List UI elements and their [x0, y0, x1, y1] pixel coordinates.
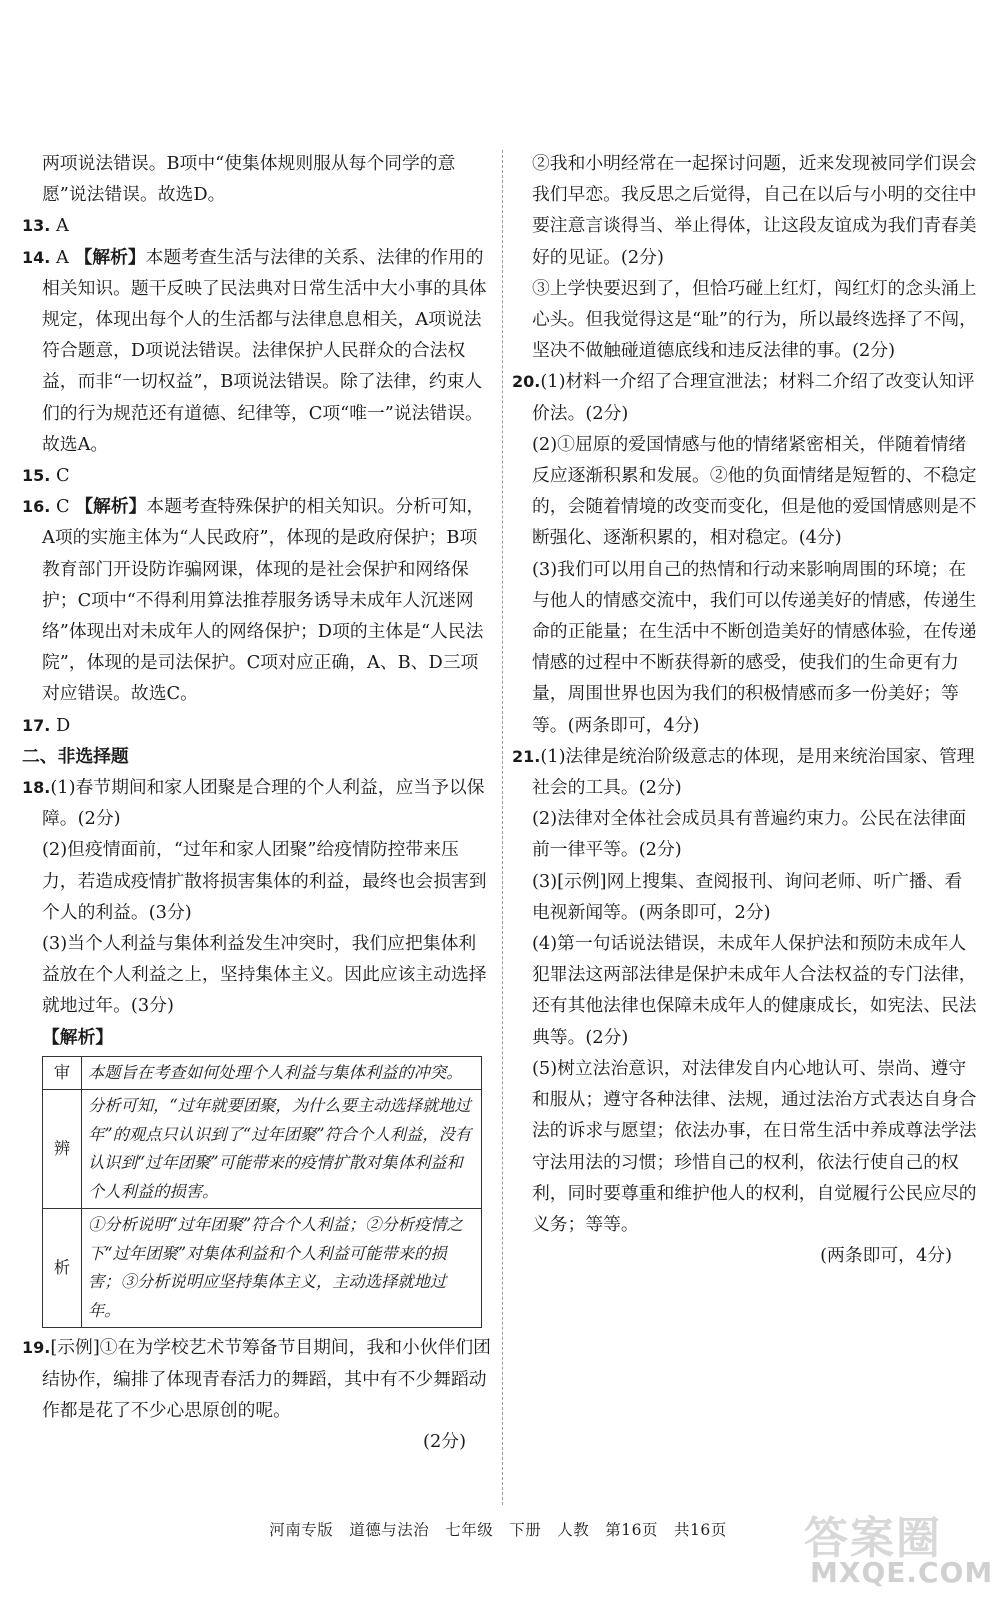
question-number: 14.	[22, 247, 51, 267]
question-number: 20.	[512, 372, 541, 392]
answer-letter: C	[56, 496, 70, 518]
section-heading: 二、非选择题	[22, 745, 129, 767]
question-number: 21.	[512, 746, 541, 766]
answer-18-part1	[22, 772, 492, 834]
sub-answer-text: (1)春节期间和家人团聚是合理的个人利益，应当予以保障。(2分)	[42, 777, 485, 830]
analysis-table	[42, 1056, 482, 1329]
score-note: (2分)	[423, 1431, 466, 1452]
question-number: 17.	[22, 715, 51, 735]
answer-16	[22, 491, 492, 709]
answer-18-part2: (2)但疫情面前，“过年和家人团聚”给疫情防控带来压力，若造成疫情扩散将损害集体的利益，最终也会损害到个人的利益。(3分)	[42, 839, 487, 923]
watermark-url: MXQE.COM	[810, 1556, 994, 1589]
question-number: 16.	[22, 497, 51, 517]
answer-17	[22, 710, 492, 741]
answer-14	[22, 242, 492, 460]
row-text: 本题旨在考查如何处理个人利益与集体利益的冲突。	[82, 1056, 482, 1090]
sub-answer-text: [示例]①在为学校艺术节筹备节目期间，我和小伙伴们团结协作，编排了体现青春活力的舞蹈，其中有不少舞蹈动作都是花了不少心思原创的呢。	[42, 1337, 491, 1421]
answer-21-part1	[512, 741, 978, 803]
answer-21-part4: (4)第一句话说法错误，未成年人保护法和预防未成年人犯罪法这两部法律是保护未成年人合法权益的专门法律，还有其他法律也保障未成年人的健康成长，如宪法、民法典等。(2分)	[532, 933, 977, 1048]
answer-19-part2: ②我和小明经常在一起探讨问题，近来发现被同学们误会我们早恋。我反思之后觉得，自己在以后与小明的交往中要注意言谈得当、举止得体，让这段友谊成为我们青春美好的见证。(2分)	[532, 153, 977, 268]
answer-21-part3: (3)[示例]网上搜集、查阅报刊、询问老师、听广播、看电视新闻等。(两条即可，2分)	[532, 870, 963, 923]
answer-20-part2: (2)①屈原的爱国情感与他的情绪紧密相关，伴随着情绪反应逐渐积累和发展。②他的负面情绪是短暂的、不稳定的，会随着情境的改变而变化，但是他的爱国情感则是不断强化、逐渐积累的，相对稳定。(4分)	[532, 433, 977, 549]
page-footer: 河南专版 道德与法治 七年级 下册 人教 第16页 共16页	[269, 1521, 727, 1539]
analysis-text: 本题考查生活与法律的关系、法律的作用的相关知识。题干反映了民法典对日常生活中大小事的具体规定，体现出每个人的生活都与法律息息相关，A项说法符合题意，D项说法错误。法律保护人民群众的合法权益，而非“一切权益”，B项说法错误。除了法律，约束人们的行为规范还有道德、纪律等，C项“唯一”说法错误。故选A。	[42, 246, 487, 455]
watermark-logo-text: 答案圈	[804, 1513, 942, 1564]
answer-21-part2: (2)法律对全体社会成员具有普遍约束力。公民在法律面前一律平等。(2分)	[532, 808, 967, 861]
answer-letter: A	[56, 215, 69, 237]
row-text: 分析可知，“过年就要团聚，为什么要主动选择就地过年”的观点只认识到了“过年团聚”符合个人利益，没有认识到“过年团聚”可能带来的疫情扩散对集体利益和个人利益的损害。	[82, 1090, 482, 1209]
right-column	[512, 148, 978, 1271]
sub-answer-text: (1)法律是统治阶级意志的体现，是用来统治国家、管理社会的工具。(2分)	[532, 745, 975, 799]
row-key: 辨	[43, 1090, 82, 1209]
answer-20-part3: (3)我们可以用自己的热情和行动来影响周围的环境；在与他人的情感交流中，我们可以传递美好的情感，传递生命的正能量；在生活中不断创造美好的情感体验，在传递情感的过程中不断获得新的感受，使我们的生命更有力量，周围世界也因为我们的积极情感而多一份美好；等等。(两条即可，4分)	[532, 558, 977, 736]
intro-paragraph: 两项说法错误。B项中“使集体规则服从每个同学的意愿”说法错误。故选D。	[42, 153, 456, 206]
question-number: 13.	[22, 216, 51, 236]
analysis-label: 【解析】	[42, 1026, 114, 1048]
score-note: (两条即可，4分)	[820, 1245, 952, 1267]
answer-19-part1	[22, 1332, 492, 1426]
column-divider	[502, 150, 503, 1505]
answer-18-part3: (3)当个人利益与集体利益发生冲突时，我们应把集体利益放在个人利益之上，坚持集体主义。因此应该主动选择就地过年。(3分)	[42, 933, 487, 1017]
answer-letter: C	[56, 465, 70, 487]
watermark-logo	[800, 1500, 994, 1595]
question-number: 19.	[22, 1338, 51, 1358]
answer-19-part3: ③上学快要迟到了，但恰巧碰上红灯，闯红灯的念头涌上心头。但我觉得这是“耻”的行为，所以最终选择了不闯，坚决不做触碰道德底线和违反法律的事。(2分)	[532, 277, 977, 362]
row-text: ①分析说明“过年团聚”符合个人利益；②分析疫情之下“过年团聚”对集体利益和个人利益可能带来的损害；③分析说明应坚持集体主义，主动选择就地过年。	[82, 1209, 482, 1328]
question-number: 18.	[22, 778, 51, 798]
table-row	[43, 1209, 482, 1328]
row-key: 审	[43, 1056, 82, 1090]
analysis-tag: 【解析】	[75, 496, 147, 518]
answer-letter: A	[56, 246, 69, 268]
row-key: 析	[43, 1209, 82, 1328]
analysis-tag: 【解析】	[74, 246, 146, 268]
answer-13	[22, 210, 492, 241]
table-row	[43, 1090, 482, 1209]
table-row	[43, 1056, 482, 1090]
left-column	[22, 148, 492, 1457]
sub-answer-text: (1)材料一介绍了合理宣泄法；材料二介绍了改变认知评价法。(2分)	[532, 371, 975, 424]
answer-letter: D	[56, 714, 71, 736]
answer-21-part5: (5)树立法治意识，对法律发自内心地认可、崇尚、遵守和服从；遵守各种法律、法规，通过法治方式表达自身合法的诉求与愿望；依法办事，在日常生活中养成尊法学法守法用法的习惯；珍惜自己的权利，依法行使自己的权利，同时要尊重和维护他人的权利，自觉履行公民应尽的义务；等等。	[532, 1057, 977, 1235]
question-number: 15.	[22, 466, 51, 486]
answer-20-part1	[512, 366, 978, 428]
analysis-text: 本题考查特殊保护的相关知识。分析可知，A项的实施主体为“人民政府”，体现的是政府保护；B项教育部门开设防诈骗网课，体现的是社会保护和网络保护；C项中“不得利用算法推荐服务诱导未成年人沉迷网络”体现出对未成年人的网络保护；D项的主体是“人民法院”，体现的是司法保护。C项对应正确，A、B、D三项对应错误。故选C。	[42, 496, 485, 705]
answer-15	[22, 460, 492, 491]
